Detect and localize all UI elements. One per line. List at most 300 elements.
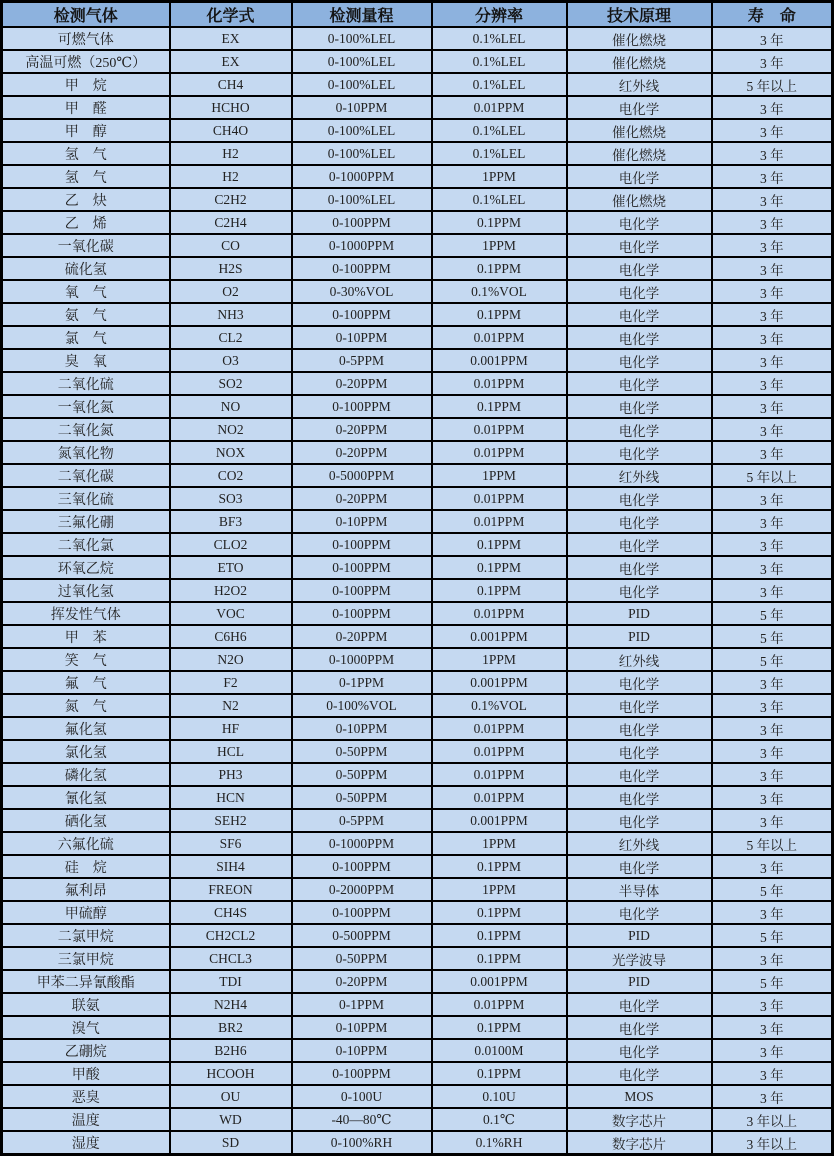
cell-gas: 溴气: [2, 1016, 170, 1039]
cell-range: 0-5PPM: [292, 809, 432, 832]
cell-lifespan: 5 年: [712, 625, 833, 648]
cell-range: 0-30%VOL: [292, 280, 432, 303]
table-row: [2, 602, 833, 625]
cell-formula: NOX: [170, 441, 292, 464]
cell-formula: HCOOH: [170, 1062, 292, 1085]
header-lifespan: 寿 命: [712, 2, 833, 28]
cell-formula: H2S: [170, 257, 292, 280]
cell-formula: CH4S: [170, 901, 292, 924]
cell-range: 0-20PPM: [292, 625, 432, 648]
cell-resolution: 0.1%LEL: [432, 188, 567, 211]
cell-lifespan: 3 年: [712, 809, 833, 832]
cell-range: 0-100%LEL: [292, 27, 432, 50]
cell-formula: H2O2: [170, 579, 292, 602]
cell-range: 0-100PPM: [292, 901, 432, 924]
cell-principle: 电化学: [567, 349, 712, 372]
cell-resolution: 0.1%LEL: [432, 73, 567, 96]
cell-lifespan: 3 年: [712, 395, 833, 418]
cell-gas: 二氧化碳: [2, 464, 170, 487]
cell-gas: 磷化氢: [2, 763, 170, 786]
cell-formula: SD: [170, 1131, 292, 1155]
table-row: [2, 257, 833, 280]
cell-resolution: 0.01PPM: [432, 786, 567, 809]
cell-lifespan: 3 年: [712, 188, 833, 211]
cell-formula: CLO2: [170, 533, 292, 556]
cell-formula: B2H6: [170, 1039, 292, 1062]
header-range: 检测量程: [292, 2, 432, 28]
cell-lifespan: 3 年: [712, 993, 833, 1016]
cell-gas: 臭 氧: [2, 349, 170, 372]
cell-resolution: 0.1PPM: [432, 579, 567, 602]
cell-formula: SEH2: [170, 809, 292, 832]
cell-formula: PH3: [170, 763, 292, 786]
cell-resolution: 0.1%LEL: [432, 142, 567, 165]
cell-principle: 光学波导: [567, 947, 712, 970]
cell-range: 0-10PPM: [292, 1039, 432, 1062]
cell-range: 0-5000PPM: [292, 464, 432, 487]
cell-gas: 甲 醇: [2, 119, 170, 142]
cell-gas: 氢 气: [2, 165, 170, 188]
cell-range: 0-100PPM: [292, 211, 432, 234]
cell-gas: 联氨: [2, 993, 170, 1016]
cell-principle: 电化学: [567, 1039, 712, 1062]
cell-resolution: 1PPM: [432, 234, 567, 257]
cell-resolution: 0.001PPM: [432, 970, 567, 993]
cell-lifespan: 3 年: [712, 901, 833, 924]
cell-gas: 甲 烷: [2, 73, 170, 96]
cell-lifespan: 5 年以上: [712, 832, 833, 855]
cell-resolution: 0.001PPM: [432, 349, 567, 372]
cell-range: 0-100PPM: [292, 257, 432, 280]
table-row: [2, 372, 833, 395]
cell-gas: 六氟化硫: [2, 832, 170, 855]
cell-lifespan: 5 年: [712, 970, 833, 993]
cell-range: 0-100PPM: [292, 602, 432, 625]
cell-gas: 甲 醛: [2, 96, 170, 119]
cell-formula: F2: [170, 671, 292, 694]
cell-gas: 挥发性气体: [2, 602, 170, 625]
cell-gas: 氧 气: [2, 280, 170, 303]
cell-lifespan: 3 年: [712, 165, 833, 188]
cell-principle: 电化学: [567, 694, 712, 717]
cell-formula: HCL: [170, 740, 292, 763]
cell-principle: 数字芯片: [567, 1131, 712, 1155]
cell-principle: 催化燃烧: [567, 50, 712, 73]
cell-formula: OU: [170, 1085, 292, 1108]
cell-principle: 红外线: [567, 73, 712, 96]
cell-principle: 催化燃烧: [567, 119, 712, 142]
table-row: [2, 326, 833, 349]
cell-formula: NO2: [170, 418, 292, 441]
cell-resolution: 0.01PPM: [432, 441, 567, 464]
cell-resolution: 0.1%VOL: [432, 280, 567, 303]
cell-resolution: 0.01PPM: [432, 418, 567, 441]
cell-lifespan: 3 年: [712, 671, 833, 694]
cell-formula: HF: [170, 717, 292, 740]
cell-resolution: 0.01PPM: [432, 717, 567, 740]
cell-resolution: 0.1PPM: [432, 211, 567, 234]
table-row: [2, 878, 833, 901]
cell-principle: 电化学: [567, 418, 712, 441]
cell-formula: EX: [170, 50, 292, 73]
cell-principle: 电化学: [567, 234, 712, 257]
cell-range: 0-50PPM: [292, 947, 432, 970]
cell-formula: SO2: [170, 372, 292, 395]
cell-principle: 电化学: [567, 786, 712, 809]
cell-resolution: 0.1PPM: [432, 257, 567, 280]
table-row: [2, 556, 833, 579]
cell-lifespan: 3 年: [712, 1016, 833, 1039]
cell-lifespan: 3 年: [712, 1085, 833, 1108]
cell-formula: CH4: [170, 73, 292, 96]
cell-resolution: 0.10U: [432, 1085, 567, 1108]
cell-range: 0-20PPM: [292, 441, 432, 464]
table-row: [2, 510, 833, 533]
cell-formula: HCHO: [170, 96, 292, 119]
table-row: [2, 1016, 833, 1039]
cell-lifespan: 5 年: [712, 648, 833, 671]
cell-formula: C6H6: [170, 625, 292, 648]
cell-range: 0-50PPM: [292, 763, 432, 786]
cell-lifespan: 3 年: [712, 694, 833, 717]
cell-gas: 氟化氢: [2, 717, 170, 740]
table-row: [2, 50, 833, 73]
cell-lifespan: 5 年: [712, 924, 833, 947]
cell-formula: C2H4: [170, 211, 292, 234]
cell-resolution: 0.01PPM: [432, 763, 567, 786]
cell-range: 0-500PPM: [292, 924, 432, 947]
cell-formula: CHCL3: [170, 947, 292, 970]
header-gas: 检测气体: [2, 2, 170, 28]
cell-lifespan: 3 年: [712, 418, 833, 441]
table-row: [2, 947, 833, 970]
cell-principle: PID: [567, 924, 712, 947]
cell-range: 0-100PPM: [292, 303, 432, 326]
cell-range: 0-20PPM: [292, 970, 432, 993]
cell-lifespan: 3 年: [712, 855, 833, 878]
cell-principle: PID: [567, 970, 712, 993]
cell-principle: 电化学: [567, 901, 712, 924]
cell-principle: PID: [567, 602, 712, 625]
cell-resolution: 1PPM: [432, 464, 567, 487]
table-row: [2, 349, 833, 372]
cell-lifespan: 3 年: [712, 27, 833, 50]
cell-formula: WD: [170, 1108, 292, 1131]
cell-principle: 电化学: [567, 579, 712, 602]
cell-formula: FREON: [170, 878, 292, 901]
cell-gas: 温度: [2, 1108, 170, 1131]
table-row: [2, 625, 833, 648]
cell-range: 0-10PPM: [292, 717, 432, 740]
cell-formula: CH4O: [170, 119, 292, 142]
table-row: [2, 441, 833, 464]
cell-principle: 电化学: [567, 556, 712, 579]
cell-formula: EX: [170, 27, 292, 50]
cell-principle: MOS: [567, 1085, 712, 1108]
cell-range: 0-10PPM: [292, 510, 432, 533]
cell-resolution: 0.1PPM: [432, 924, 567, 947]
cell-lifespan: 3 年: [712, 1039, 833, 1062]
cell-formula: N2H4: [170, 993, 292, 1016]
cell-lifespan: 3 年: [712, 487, 833, 510]
cell-range: 0-1000PPM: [292, 648, 432, 671]
table-row: [2, 211, 833, 234]
cell-principle: 电化学: [567, 211, 712, 234]
cell-principle: 红外线: [567, 464, 712, 487]
cell-range: 0-100%LEL: [292, 142, 432, 165]
cell-range: 0-100%RH: [292, 1131, 432, 1155]
cell-lifespan: 3 年: [712, 326, 833, 349]
cell-gas: 氨 气: [2, 303, 170, 326]
cell-gas: 过氧化氢: [2, 579, 170, 602]
cell-principle: 红外线: [567, 648, 712, 671]
cell-resolution: 0.1%RH: [432, 1131, 567, 1155]
cell-lifespan: 3 年: [712, 142, 833, 165]
cell-resolution: 0.0100M: [432, 1039, 567, 1062]
cell-resolution: 0.001PPM: [432, 809, 567, 832]
cell-resolution: 0.1%VOL: [432, 694, 567, 717]
cell-gas: 一氧化氮: [2, 395, 170, 418]
cell-lifespan: 3 年: [712, 234, 833, 257]
cell-resolution: 0.1PPM: [432, 947, 567, 970]
cell-gas: 环氧乙烷: [2, 556, 170, 579]
cell-resolution: 0.01PPM: [432, 740, 567, 763]
cell-range: 0-50PPM: [292, 740, 432, 763]
cell-principle: 电化学: [567, 395, 712, 418]
cell-range: 0-10PPM: [292, 96, 432, 119]
cell-gas: 硅 烷: [2, 855, 170, 878]
table-row: [2, 119, 833, 142]
cell-gas: 氰化氢: [2, 786, 170, 809]
table-row: [2, 763, 833, 786]
table-row: [2, 993, 833, 1016]
cell-range: 0-100%LEL: [292, 73, 432, 96]
cell-formula: O3: [170, 349, 292, 372]
cell-gas: 高温可燃（250℃）: [2, 50, 170, 73]
cell-gas: 氮 气: [2, 694, 170, 717]
cell-principle: 数字芯片: [567, 1108, 712, 1131]
cell-gas: 三氧化硫: [2, 487, 170, 510]
cell-resolution: 0.1%LEL: [432, 50, 567, 73]
cell-range: 0-100%LEL: [292, 119, 432, 142]
cell-resolution: 0.01PPM: [432, 993, 567, 1016]
cell-formula: NO: [170, 395, 292, 418]
cell-lifespan: 3 年以上: [712, 1108, 833, 1131]
cell-principle: 电化学: [567, 441, 712, 464]
cell-resolution: 0.1%LEL: [432, 27, 567, 50]
cell-lifespan: 5 年: [712, 878, 833, 901]
cell-resolution: 0.1PPM: [432, 1016, 567, 1039]
cell-lifespan: 3 年: [712, 441, 833, 464]
cell-formula: N2O: [170, 648, 292, 671]
cell-lifespan: 5 年: [712, 602, 833, 625]
cell-gas: 甲酸: [2, 1062, 170, 1085]
cell-principle: PID: [567, 625, 712, 648]
table-row: [2, 464, 833, 487]
cell-gas: 乙硼烷: [2, 1039, 170, 1062]
cell-principle: 电化学: [567, 372, 712, 395]
cell-gas: 三氯甲烷: [2, 947, 170, 970]
cell-gas: 甲苯二异氰酸酯: [2, 970, 170, 993]
cell-resolution: 1PPM: [432, 648, 567, 671]
table-row: [2, 188, 833, 211]
table-row: [2, 924, 833, 947]
table-row: [2, 303, 833, 326]
cell-gas: 笑 气: [2, 648, 170, 671]
table-row: [2, 142, 833, 165]
table-body: [2, 27, 833, 1155]
cell-lifespan: 5 年以上: [712, 464, 833, 487]
table-row: [2, 579, 833, 602]
cell-formula: SO3: [170, 487, 292, 510]
cell-lifespan: 3 年: [712, 579, 833, 602]
cell-range: 0-5PPM: [292, 349, 432, 372]
cell-principle: 电化学: [567, 96, 712, 119]
cell-range: 0-1000PPM: [292, 234, 432, 257]
cell-gas: 二氧化硫: [2, 372, 170, 395]
cell-resolution: 1PPM: [432, 832, 567, 855]
cell-principle: 电化学: [567, 326, 712, 349]
cell-lifespan: 3 年: [712, 119, 833, 142]
header-principle: 技术原理: [567, 2, 712, 28]
cell-principle: 电化学: [567, 809, 712, 832]
cell-formula: SIH4: [170, 855, 292, 878]
table-row: [2, 970, 833, 993]
cell-range: 0-50PPM: [292, 786, 432, 809]
cell-gas: 氯 气: [2, 326, 170, 349]
table-row: [2, 855, 833, 878]
cell-resolution: 0.01PPM: [432, 602, 567, 625]
cell-range: 0-20PPM: [292, 372, 432, 395]
cell-range: 0-10PPM: [292, 326, 432, 349]
cell-range: 0-20PPM: [292, 487, 432, 510]
cell-lifespan: 3 年: [712, 303, 833, 326]
cell-range: 0-20PPM: [292, 418, 432, 441]
table-row: [2, 1108, 833, 1131]
cell-range: 0-100U: [292, 1085, 432, 1108]
cell-resolution: 0.1PPM: [432, 855, 567, 878]
cell-lifespan: 3 年: [712, 740, 833, 763]
table-row: [2, 717, 833, 740]
table-row: [2, 671, 833, 694]
table-row: [2, 234, 833, 257]
cell-gas: 氟 气: [2, 671, 170, 694]
cell-lifespan: 3 年: [712, 556, 833, 579]
table-row: [2, 740, 833, 763]
cell-range: -40—80℃: [292, 1108, 432, 1131]
table-row: [2, 418, 833, 441]
cell-range: 0-100PPM: [292, 556, 432, 579]
cell-principle: 催化燃烧: [567, 27, 712, 50]
cell-range: 0-100%LEL: [292, 50, 432, 73]
table-row: [2, 165, 833, 188]
cell-formula: O2: [170, 280, 292, 303]
cell-resolution: 0.01PPM: [432, 326, 567, 349]
cell-formula: TDI: [170, 970, 292, 993]
cell-lifespan: 3 年: [712, 372, 833, 395]
cell-principle: 电化学: [567, 855, 712, 878]
cell-principle: 电化学: [567, 717, 712, 740]
cell-lifespan: 3 年: [712, 50, 833, 73]
cell-resolution: 1PPM: [432, 165, 567, 188]
cell-gas: 硒化氢: [2, 809, 170, 832]
cell-principle: 电化学: [567, 510, 712, 533]
cell-range: 0-1PPM: [292, 671, 432, 694]
cell-principle: 电化学: [567, 671, 712, 694]
cell-formula: CO2: [170, 464, 292, 487]
cell-principle: 催化燃烧: [567, 188, 712, 211]
cell-range: 0-1000PPM: [292, 832, 432, 855]
table-row: [2, 1131, 833, 1155]
cell-principle: 电化学: [567, 740, 712, 763]
table-row: [2, 786, 833, 809]
cell-principle: 电化学: [567, 165, 712, 188]
table-row: [2, 694, 833, 717]
table-row: [2, 487, 833, 510]
table-row: [2, 901, 833, 924]
cell-resolution: 0.01PPM: [432, 372, 567, 395]
cell-principle: 电化学: [567, 487, 712, 510]
table-row: [2, 96, 833, 119]
cell-resolution: 0.1%LEL: [432, 119, 567, 142]
cell-formula: SF6: [170, 832, 292, 855]
cell-lifespan: 3 年: [712, 510, 833, 533]
cell-range: 0-10PPM: [292, 1016, 432, 1039]
cell-principle: 催化燃烧: [567, 142, 712, 165]
table-row: [2, 648, 833, 671]
cell-formula: CL2: [170, 326, 292, 349]
cell-resolution: 1PPM: [432, 878, 567, 901]
cell-resolution: 0.1PPM: [432, 901, 567, 924]
cell-principle: 红外线: [567, 832, 712, 855]
cell-gas: 二氧化氮: [2, 418, 170, 441]
cell-principle: 电化学: [567, 1016, 712, 1039]
table-row: [2, 1062, 833, 1085]
table-row: [2, 73, 833, 96]
cell-formula: N2: [170, 694, 292, 717]
cell-lifespan: 3 年: [712, 1062, 833, 1085]
cell-range: 0-100%VOL: [292, 694, 432, 717]
header-resolution: 分辨率: [432, 2, 567, 28]
cell-gas: 氯化氢: [2, 740, 170, 763]
table-row: [2, 27, 833, 50]
cell-principle: 电化学: [567, 763, 712, 786]
cell-lifespan: 5 年以上: [712, 73, 833, 96]
cell-range: 0-100PPM: [292, 533, 432, 556]
cell-formula: HCN: [170, 786, 292, 809]
cell-resolution: 0.01PPM: [432, 510, 567, 533]
cell-formula: CH2CL2: [170, 924, 292, 947]
cell-gas: 氢 气: [2, 142, 170, 165]
cell-gas: 三氟化硼: [2, 510, 170, 533]
cell-resolution: 0.001PPM: [432, 625, 567, 648]
table-row: [2, 809, 833, 832]
table-row: [2, 280, 833, 303]
cell-principle: 电化学: [567, 1062, 712, 1085]
cell-principle: 电化学: [567, 533, 712, 556]
cell-gas: 氟利昂: [2, 878, 170, 901]
cell-lifespan: 3 年: [712, 763, 833, 786]
cell-formula: H2: [170, 142, 292, 165]
cell-lifespan: 3 年: [712, 96, 833, 119]
cell-resolution: 0.1PPM: [432, 556, 567, 579]
table-row: [2, 1039, 833, 1062]
cell-gas: 氮氧化物: [2, 441, 170, 464]
cell-gas: 硫化氢: [2, 257, 170, 280]
cell-formula: BR2: [170, 1016, 292, 1039]
cell-resolution: 0.1PPM: [432, 1062, 567, 1085]
cell-resolution: 0.1PPM: [432, 395, 567, 418]
